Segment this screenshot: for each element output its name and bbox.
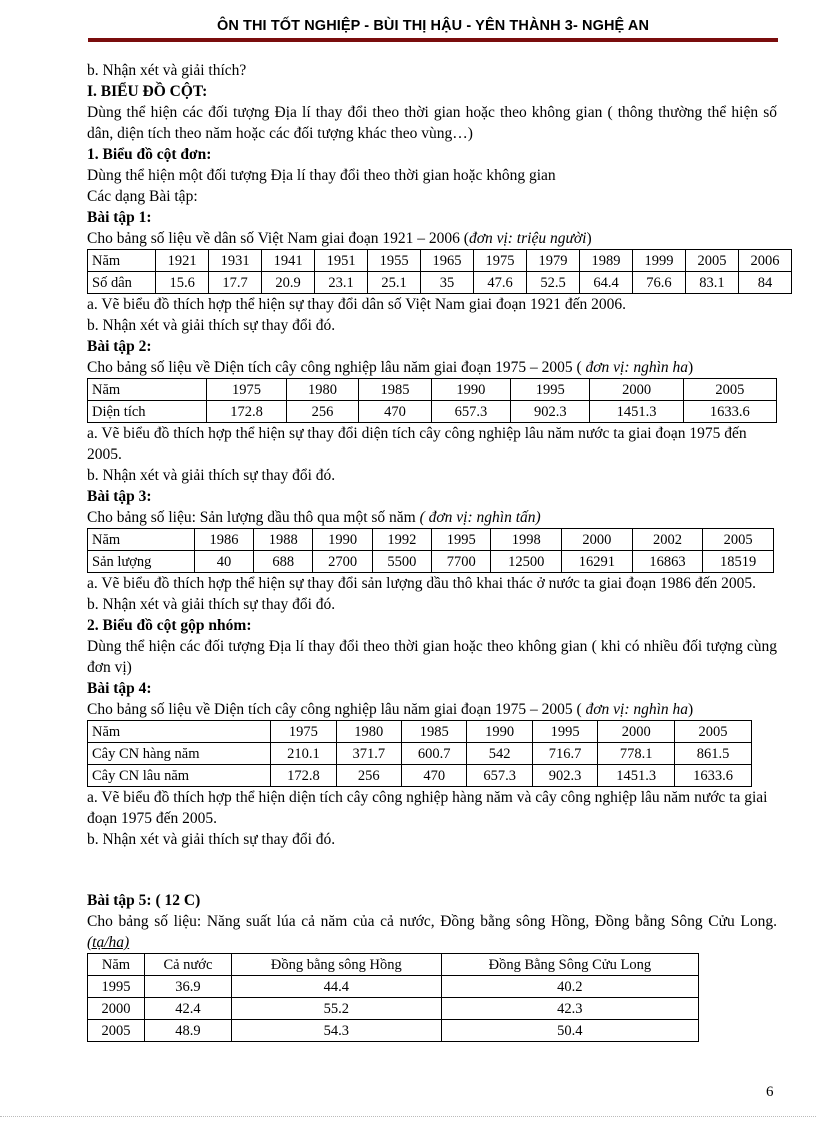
table-cell: 600.7 bbox=[402, 743, 467, 765]
table-cell: 716.7 bbox=[532, 743, 597, 765]
exercise-4-title: Bài tập 4: bbox=[87, 680, 152, 697]
exercise-5-intro bbox=[87, 911, 777, 953]
row-label: Diện tích bbox=[88, 401, 207, 423]
subsection-2-description: Dùng thể hiện các đối tượng Địa lí thay đổi theo thời gian hoặc theo không gian ( khi có nhiều đối tượng cùng đơn vị) bbox=[87, 638, 777, 676]
unit-text: đơn vị: nghìn ha bbox=[581, 701, 689, 718]
table-cell: 1995 bbox=[432, 529, 491, 551]
unit-text: (tạ/ha) bbox=[87, 934, 130, 951]
table-cell: 47.6 bbox=[474, 272, 527, 294]
exercise-2-question-b: b. Nhận xét và giải thích sự thay đổi đó. bbox=[87, 467, 336, 484]
column-header: Đồng bằng sông Hồng bbox=[231, 954, 441, 976]
close-paren: ) bbox=[688, 701, 694, 718]
table-cell: 1955 bbox=[368, 250, 421, 272]
table-cell: 1995 bbox=[532, 721, 597, 743]
row-label: Năm bbox=[88, 379, 207, 401]
table-cell: 1931 bbox=[209, 250, 262, 272]
table-cell: 902.3 bbox=[532, 765, 597, 787]
table-row bbox=[88, 721, 752, 743]
table-cell: 52.5 bbox=[527, 272, 580, 294]
table-cell: 20.9 bbox=[262, 272, 315, 294]
table-cell: 256 bbox=[336, 765, 401, 787]
table-cell: 5500 bbox=[372, 551, 431, 573]
table-cell: 371.7 bbox=[336, 743, 401, 765]
table-row bbox=[88, 1020, 699, 1042]
table-cell: 42.4 bbox=[144, 998, 231, 1020]
unit-text: đơn vị: nghìn ha bbox=[581, 359, 689, 376]
table-header-row bbox=[88, 954, 699, 976]
exercise-3-question-a: a. Vẽ biểu đồ thích hợp thể hiện sự thay đổi sản lượng dầu thô khai thác ở nước ta giai đoạn 1986 đến 2005. bbox=[87, 575, 756, 592]
header-divider bbox=[88, 38, 778, 42]
table-cell: 1975 bbox=[271, 721, 336, 743]
table-row bbox=[88, 379, 777, 401]
row-label: Cây CN hàng năm bbox=[88, 743, 271, 765]
intro-text: Cho bảng số liệu: Năng suất lúa cả năm của cả nước, Đồng bằng sông Hồng, Đồng bằng Sông Cửu Long. bbox=[87, 913, 777, 930]
table-cell: 16863 bbox=[632, 551, 703, 573]
subsection-description: Dùng thể hiện một đối tượng Địa lí thay đổi theo thời gian hoặc không gian bbox=[87, 167, 556, 184]
table-cell: 1989 bbox=[580, 250, 633, 272]
table-row bbox=[88, 529, 774, 551]
table-cell: 18519 bbox=[703, 551, 774, 573]
table-cell: 1975 bbox=[474, 250, 527, 272]
unit-text: ( đơn vị: nghìn tấn) bbox=[419, 509, 541, 526]
table-cell: 1451.3 bbox=[598, 765, 675, 787]
table-cell: 1992 bbox=[372, 529, 431, 551]
table-cell: 542 bbox=[467, 743, 532, 765]
section-title-bar-chart: I. BIỂU ĐỒ CỘT: bbox=[87, 83, 208, 100]
table-cell: 1990 bbox=[431, 379, 510, 401]
exercise-2-intro bbox=[87, 357, 777, 378]
exercise-1-question-a: a. Vẽ biểu đồ thích hợp thể hiện sự thay đổi dân số Việt Nam giai đoạn 1921 đến 2006. bbox=[87, 296, 626, 313]
table-cell: 2005 bbox=[703, 529, 774, 551]
intro-text: Cho bảng số liệu về Diện tích cây công nghiệp lâu năm giai đoạn 1975 – 2005 ( bbox=[87, 359, 582, 376]
column-header: Cả nước bbox=[144, 954, 231, 976]
table-cell: 48.9 bbox=[144, 1020, 231, 1042]
row-label: Sản lượng bbox=[88, 551, 195, 573]
table-cell: 1999 bbox=[633, 250, 686, 272]
table-cell: 1985 bbox=[359, 379, 431, 401]
exercise-4-table bbox=[87, 720, 752, 787]
table-cell: 2005 bbox=[88, 1020, 145, 1042]
exercise-5-table bbox=[87, 953, 699, 1042]
table-cell: 7700 bbox=[432, 551, 491, 573]
table-cell: 210.1 bbox=[271, 743, 336, 765]
close-paren: ) bbox=[586, 230, 592, 247]
table-cell: 40 bbox=[194, 551, 253, 573]
table-cell: 2005 bbox=[685, 250, 738, 272]
table-row bbox=[88, 551, 774, 573]
page-number: 6 bbox=[766, 1084, 774, 1100]
exercise-1-title: Bài tập 1: bbox=[87, 209, 152, 226]
table-cell: 15.6 bbox=[156, 272, 209, 294]
exercise-5-title: Bài tập 5: ( 12 C) bbox=[87, 892, 201, 909]
table-cell: 23.1 bbox=[315, 272, 368, 294]
table-cell: 1633.6 bbox=[683, 401, 776, 423]
table-cell: 2002 bbox=[632, 529, 703, 551]
intro-text: Cho bảng số liệu: Sản lượng dầu thô qua một số năm bbox=[87, 509, 420, 526]
table-cell: 1451.3 bbox=[590, 401, 683, 423]
table-row bbox=[88, 998, 699, 1020]
table-cell: 44.4 bbox=[231, 976, 441, 998]
exercise-1-intro bbox=[87, 228, 777, 249]
table-cell: 76.6 bbox=[633, 272, 686, 294]
table-cell: 84 bbox=[738, 272, 791, 294]
column-header: Năm bbox=[88, 954, 145, 976]
table-cell: 55.2 bbox=[231, 998, 441, 1020]
table-cell: 861.5 bbox=[675, 743, 752, 765]
table-cell: 1986 bbox=[194, 529, 253, 551]
spacer bbox=[87, 850, 777, 890]
exercise-types-label: Các dạng Bài tập: bbox=[87, 188, 198, 205]
table-cell: 2000 bbox=[590, 379, 683, 401]
table-cell: 1980 bbox=[286, 379, 358, 401]
table-cell: 50.4 bbox=[441, 1020, 698, 1042]
row-label: Năm bbox=[88, 529, 195, 551]
table-cell: 1633.6 bbox=[675, 765, 752, 787]
table-cell: 470 bbox=[402, 765, 467, 787]
table-cell: 83.1 bbox=[685, 272, 738, 294]
table-cell: 64.4 bbox=[580, 272, 633, 294]
table-cell: 16291 bbox=[562, 551, 633, 573]
table-cell: 1998 bbox=[491, 529, 562, 551]
exercise-2-table bbox=[87, 378, 777, 423]
exercise-4-question-b: b. Nhận xét và giải thích sự thay đổi đó. bbox=[87, 831, 336, 848]
table-cell: 1995 bbox=[511, 379, 590, 401]
table-cell: 2000 bbox=[88, 998, 145, 1020]
table-cell: 35 bbox=[421, 272, 474, 294]
table-cell: 256 bbox=[286, 401, 358, 423]
exercise-3-intro bbox=[87, 507, 777, 528]
unit-text: đơn vị: triệu người bbox=[468, 230, 587, 247]
exercise-3-table bbox=[87, 528, 774, 573]
table-cell: 17.7 bbox=[209, 272, 262, 294]
subsection-title-single-bar: 1. Biểu đồ cột đơn: bbox=[87, 146, 212, 163]
table-cell: 1980 bbox=[336, 721, 401, 743]
table-row bbox=[88, 250, 792, 272]
row-label: Năm bbox=[88, 721, 271, 743]
table-cell: 2005 bbox=[675, 721, 752, 743]
close-paren: ) bbox=[688, 359, 694, 376]
table-cell: 1995 bbox=[88, 976, 145, 998]
exercise-2-question-a: a. Vẽ biểu đồ thích hợp thể hiện sự thay đổi diện tích cây công nghiệp lâu năm nước ta giai đoạn 1975 đến 2005. bbox=[87, 425, 747, 463]
table-cell: 657.3 bbox=[431, 401, 510, 423]
section-description: Dùng thể hiện các đối tượng Địa lí thay đổi theo thời gian hoặc theo không gian ( thông thường thể hiện số dân, diện tích theo năm hoặc các đối tượng khác theo vùng…) bbox=[87, 104, 777, 142]
table-cell: 470 bbox=[359, 401, 431, 423]
table-cell: 1951 bbox=[315, 250, 368, 272]
table-cell: 1921 bbox=[156, 250, 209, 272]
table-row bbox=[88, 765, 752, 787]
document-body bbox=[87, 60, 780, 1042]
table-cell: 1965 bbox=[421, 250, 474, 272]
table-row bbox=[88, 743, 752, 765]
table-cell: 1990 bbox=[313, 529, 372, 551]
table-cell: 688 bbox=[254, 551, 313, 573]
table-cell: 778.1 bbox=[598, 743, 675, 765]
table-cell: 1979 bbox=[527, 250, 580, 272]
exercise-3-question-b: b. Nhận xét và giải thích sự thay đổi đó. bbox=[87, 596, 336, 613]
table-row bbox=[88, 976, 699, 998]
row-label: Cây CN lâu năm bbox=[88, 765, 271, 787]
table-cell: 657.3 bbox=[467, 765, 532, 787]
exercise-1-table bbox=[87, 249, 792, 294]
intro-text: Cho bảng số liệu về dân số Việt Nam giai đoạn 1921 – 2006 ( bbox=[87, 230, 469, 247]
table-cell: 2000 bbox=[598, 721, 675, 743]
intro-question: b. Nhận xét và giải thích? bbox=[87, 62, 247, 79]
footer-divider bbox=[0, 1116, 816, 1117]
table-row bbox=[88, 401, 777, 423]
row-label: Số dân bbox=[88, 272, 156, 294]
intro-text: Cho bảng số liệu về Diện tích cây công nghiệp lâu năm giai đoạn 1975 – 2005 ( bbox=[87, 701, 582, 718]
table-cell: 2006 bbox=[738, 250, 791, 272]
exercise-3-title: Bài tập 3: bbox=[87, 488, 152, 505]
column-header: Đồng Bằng Sông Cửu Long bbox=[441, 954, 698, 976]
table-cell: 2005 bbox=[683, 379, 776, 401]
table-cell: 172.8 bbox=[207, 401, 286, 423]
table-cell: 2000 bbox=[562, 529, 633, 551]
table-cell: 42.3 bbox=[441, 998, 698, 1020]
table-cell: 2700 bbox=[313, 551, 372, 573]
table-cell: 25.1 bbox=[368, 272, 421, 294]
exercise-4-intro bbox=[87, 699, 777, 720]
table-cell: 172.8 bbox=[271, 765, 336, 787]
table-cell: 1941 bbox=[262, 250, 315, 272]
exercise-1-question-b: b. Nhận xét và giải thích sự thay đổi đó. bbox=[87, 317, 336, 334]
table-cell: 12500 bbox=[491, 551, 562, 573]
exercise-2-title: Bài tập 2: bbox=[87, 338, 152, 355]
table-cell: 54.3 bbox=[231, 1020, 441, 1042]
exercise-4-question-a: a. Vẽ biểu đồ thích hợp thể hiện diện tích cây công nghiệp hàng năm và cây công nghiệp lâu năm nước ta giai đoạn 1975 đến 2005. bbox=[87, 789, 768, 827]
header-title: ÔN THI TỐT NGHIỆP - BÙI THỊ HẬU - YÊN THÀNH 3- NGHỆ AN bbox=[216, 18, 650, 34]
page-header bbox=[88, 18, 778, 40]
table-cell: 1975 bbox=[207, 379, 286, 401]
table-cell: 1988 bbox=[254, 529, 313, 551]
table-row bbox=[88, 272, 792, 294]
table-cell: 36.9 bbox=[144, 976, 231, 998]
table-cell: 902.3 bbox=[511, 401, 590, 423]
row-label: Năm bbox=[88, 250, 156, 272]
table-cell: 1990 bbox=[467, 721, 532, 743]
table-cell: 40.2 bbox=[441, 976, 698, 998]
table-cell: 1985 bbox=[402, 721, 467, 743]
subsection-title-grouped-bar: 2. Biểu đồ cột gộp nhóm: bbox=[87, 617, 252, 634]
